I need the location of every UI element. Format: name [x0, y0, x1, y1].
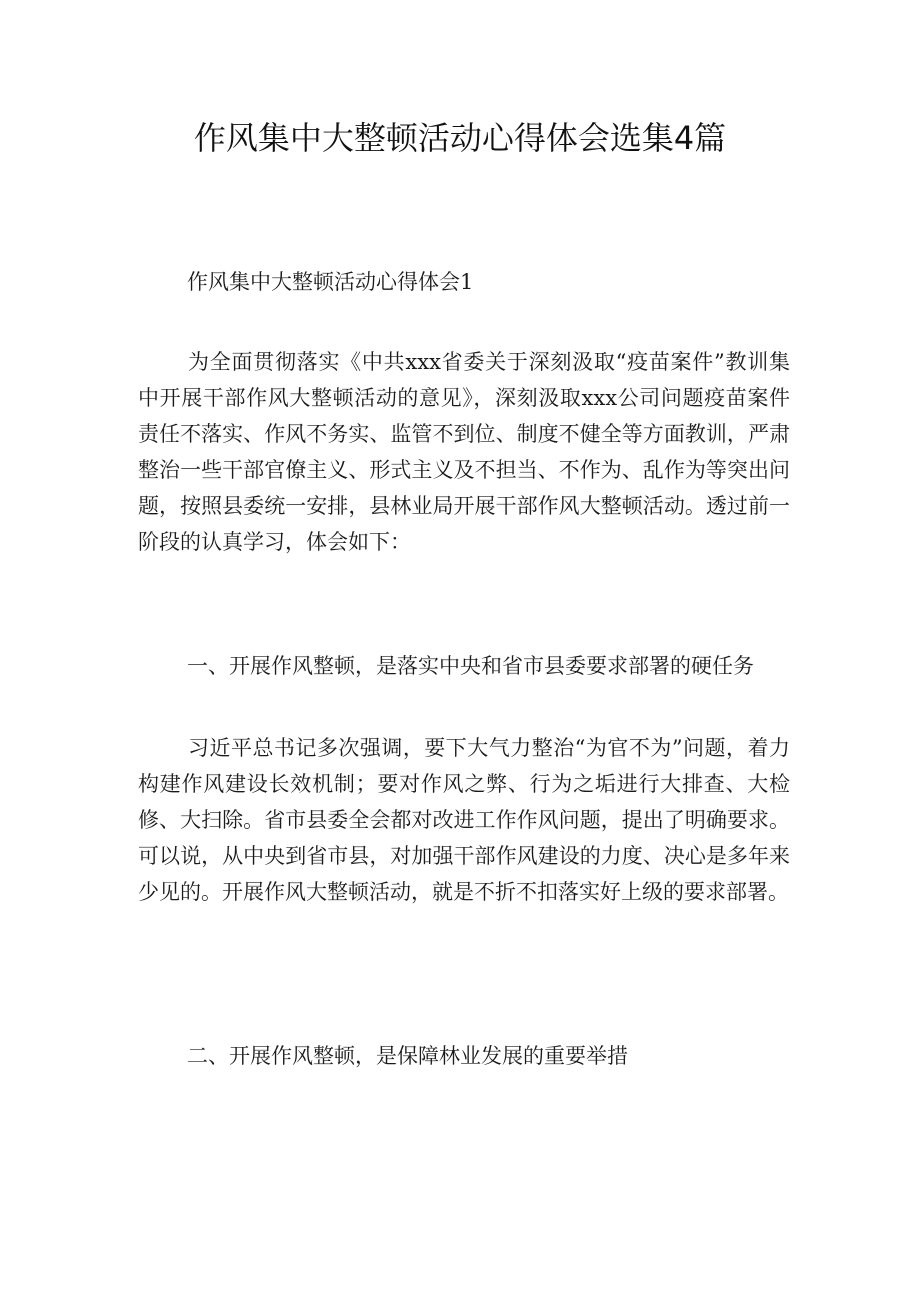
document-title: 作风集中大整顿活动心得体会选集4篇 — [193, 119, 727, 157]
section-heading-1: 一、开展作风整顿，是落实中央和省市县委要求部署的硬任务 — [187, 654, 754, 678]
section-subtitle: 作风集中大整顿活动心得体会1 — [187, 270, 474, 294]
body-paragraph-1: 为全面贯彻落实《中共xxx省委关于深刻汲取“疫苗案件”教训集中开展干部作风大整顿活动的意见》，深刻汲取xxx公司问题疫苗案件责任不落实、作风不务实、监管不到位、制度不健全等方面教训，严肃整治一些干部官僚主义、形式主义及不担当、不作为、乱作为等突出问题，按照县委统一安排，县林业局开展干部作风大整顿活动。透过前一阶段的认真学习，体会如下： — [138, 350, 790, 554]
body-paragraph-2: 习近平总书记多次强调，要下大气力整治“为官不为”问题，着力构建作风建设长效机制；要对作风之弊、行为之垢进行大排查、大检修、大扫除。省市县委全会都对改进工作作风问题，提出了明确要求。可以说，从中央到省市县，对加强干部作风建设的力度、决心是多年来少见的。开展作风大整顿活动，就是不折不扣落实好上级的要求部署。 — [138, 736, 790, 904]
section-heading-2: 二、开展作风整顿，是保障林业发展的重要举措 — [187, 1044, 628, 1068]
